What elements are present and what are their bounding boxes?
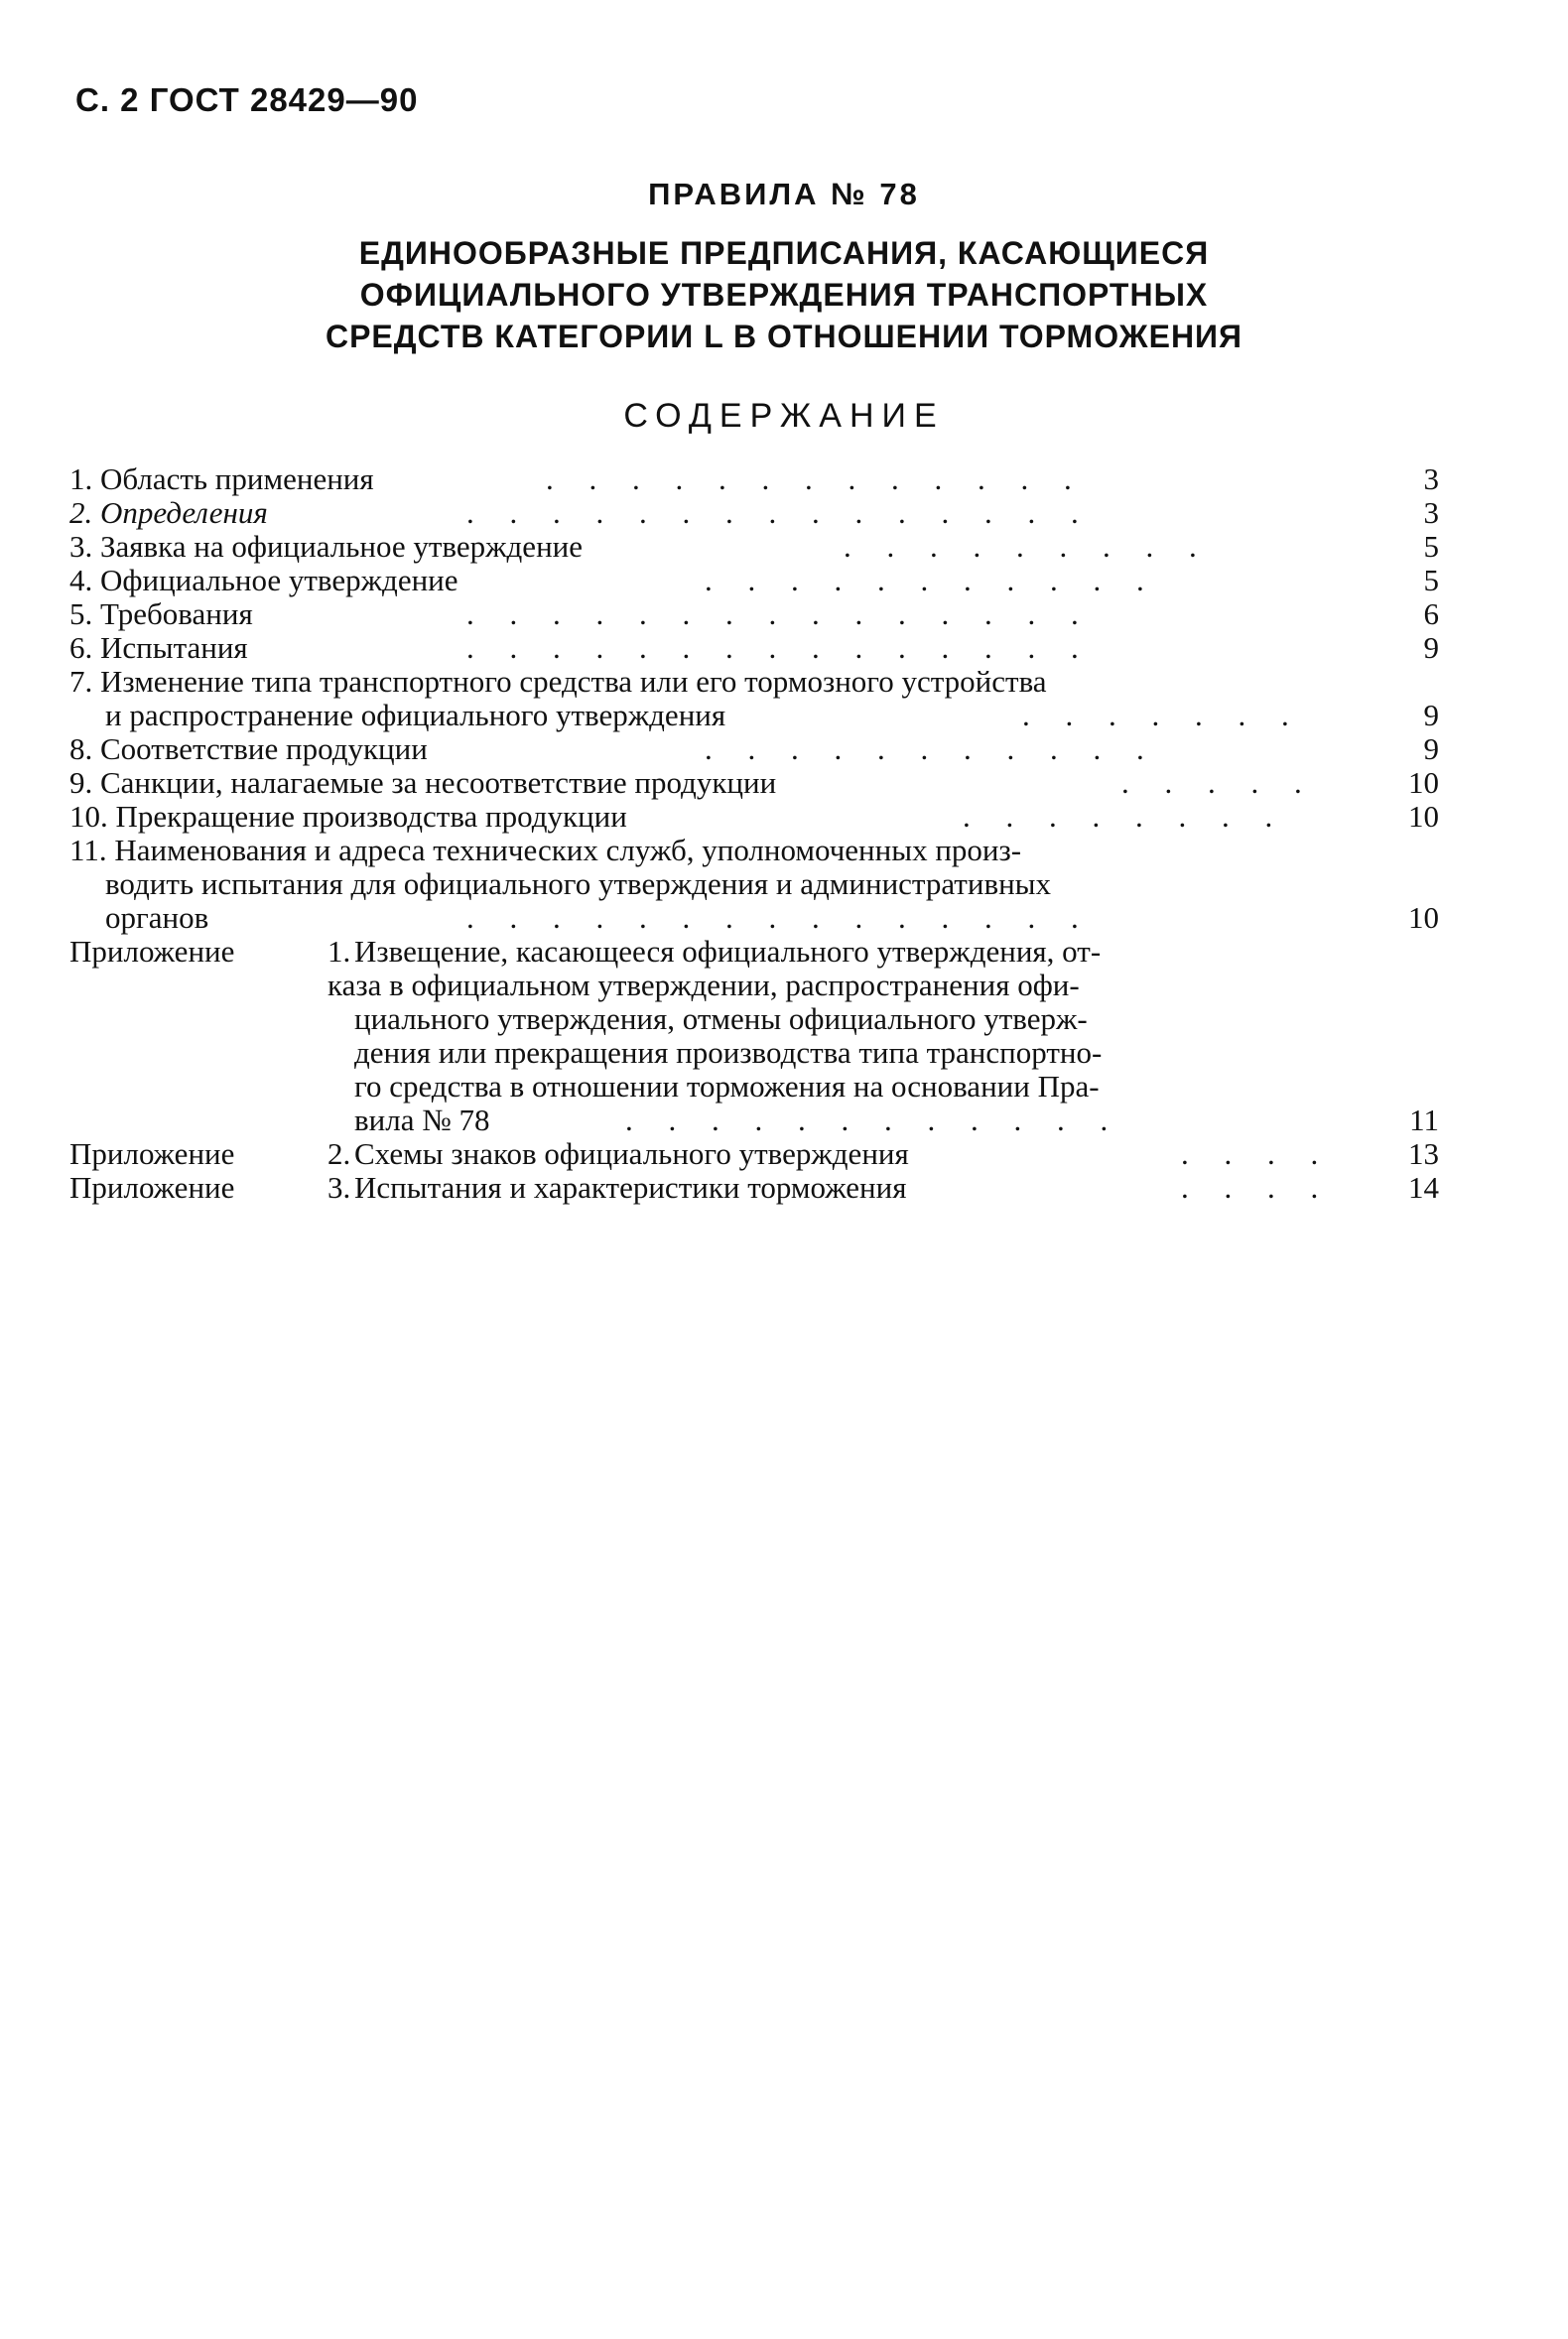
annex-title-line: Схемы знаков официального утверждения (354, 1136, 909, 1171)
dot-leader: . . . . . . . . (963, 799, 1287, 834)
contents-heading: СОДЕРЖАНИЕ (623, 397, 945, 435)
toc-entry-continuation (69, 867, 1409, 901)
annex-number: 1. (327, 934, 351, 969)
toc-annex-continuation (69, 1103, 1439, 1137)
dot-leader: . . . . . . . . . . . . (625, 1103, 1122, 1137)
toc-entry (69, 563, 1439, 597)
toc-entry-text: 11. Наименования и адреса технических служб, уполномоченных произ- (69, 833, 1022, 867)
toc-page-number: 9 (1423, 630, 1439, 665)
toc-entry-text: 3. Заявка на официальное утверждение (69, 529, 584, 564)
toc-entry-text: 7. Изменение типа транспортного средства или его тормозного устройства (69, 664, 1047, 699)
toc-entry (69, 630, 1439, 665)
toc-annex-continuation (69, 969, 1409, 1002)
annex-number: 3. (327, 1170, 351, 1205)
toc-entry-text: водить испытания для официального утверждения и административных (105, 866, 1051, 901)
dot-leader: . . . . . . . . . (844, 529, 1211, 564)
annex-label: Приложение (69, 1170, 235, 1205)
toc-entry-text: 4. Официальное утверждение (69, 563, 458, 597)
document-subtitle (0, 232, 1568, 357)
annex-title-line: каза в официальном утверждении, распространения офи- (327, 968, 1080, 1002)
dot-leader: . . . . . . . . . . . . . . . (466, 900, 1093, 935)
toc-page-number: 5 (1423, 563, 1439, 597)
toc-entry-text: 5. Требования (69, 596, 253, 631)
dot-leader: . . . . . . . (1022, 698, 1303, 732)
annex-label: Приложение (69, 1136, 235, 1171)
toc-entry-text: 8. Соответствие продукции (69, 731, 428, 766)
table-of-contents (69, 461, 1439, 1205)
toc-page-number: 10 (1408, 765, 1439, 800)
toc-page-number: 3 (1423, 495, 1439, 530)
subtitle-line: СРЕДСТВ КАТЕГОРИИ L В ОТНОШЕНИИ ТОРМОЖЕНИЯ (325, 319, 1243, 354)
toc-page-number: 9 (1423, 731, 1439, 766)
toc-entry-text: 2. Определения (69, 495, 268, 530)
toc-entry-text: 1. Область применения (69, 461, 374, 496)
toc-entry-text: 9. Санкции, налагаемые за несоответствие продукции (69, 765, 777, 800)
toc-annex (69, 1170, 1439, 1205)
toc-entry-text: и распространение официального утверждения (105, 698, 726, 732)
toc-annex (69, 1136, 1439, 1171)
annex-number: 2. (327, 1136, 351, 1171)
toc-page-number: 10 (1408, 900, 1439, 935)
toc-page-number: 14 (1408, 1170, 1439, 1205)
dot-leader: . . . . . . . . . . . . . (546, 461, 1086, 496)
toc-annex-continuation (69, 1002, 1409, 1036)
toc-entry-text: 10. Прекращение производства продукции (69, 799, 627, 834)
toc-annex-continuation (69, 1070, 1409, 1104)
toc-entry (69, 596, 1439, 631)
toc-page-number: 11 (1409, 1103, 1439, 1137)
annex-title-line: циального утверждения, отмены официального утверж- (354, 1001, 1088, 1036)
annex-title-line: вила № 78 (354, 1103, 490, 1137)
toc-entry-continuation (69, 698, 1439, 732)
annex-title-line: Извещение, касающееся официального утверждения, от- (354, 934, 1102, 969)
toc-page-number: 5 (1423, 529, 1439, 564)
dot-leader: . . . . . . . . . . . . . . . (466, 596, 1093, 631)
toc-entry (69, 765, 1439, 800)
toc-entry (69, 461, 1439, 496)
toc-entry-continuation (69, 900, 1439, 935)
toc-annex-continuation (69, 1036, 1409, 1070)
annex-title-line: Испытания и характеристики торможения (354, 1170, 907, 1205)
running-head: С. 2 ГОСТ 28429—90 (75, 81, 419, 118)
dot-leader: . . . . . . . . . . . . . . . (466, 630, 1093, 665)
toc-entry (69, 731, 1439, 766)
toc-entry-text: органов (105, 900, 209, 935)
toc-entry-text: 6. Испытания (69, 630, 248, 665)
toc-page-number: 13 (1408, 1136, 1439, 1171)
toc-entry (69, 529, 1439, 564)
toc-entry (69, 665, 1409, 699)
rules-title: ПРАВИЛА № 78 (648, 177, 920, 211)
toc-entry (69, 834, 1409, 867)
annex-title-line: дения или прекращения производства типа транспортно- (354, 1035, 1103, 1070)
toc-page-number: 10 (1408, 799, 1439, 834)
toc-annex (69, 935, 1409, 969)
dot-leader: . . . . (1181, 1136, 1333, 1171)
subtitle-line: ЕДИНООБРАЗНЫЕ ПРЕДПИСАНИЯ, КАСАЮЩИЕСЯ (358, 235, 1210, 271)
dot-leader: . . . . . (1121, 765, 1316, 800)
toc-entry (69, 799, 1439, 834)
annex-label: Приложение (69, 934, 235, 969)
toc-page-number: 6 (1423, 596, 1439, 631)
toc-page-number: 9 (1423, 698, 1439, 732)
dot-leader: . . . . (1181, 1170, 1333, 1205)
dot-leader: . . . . . . . . . . . . . . . (466, 495, 1093, 530)
toc-page-number: 3 (1423, 461, 1439, 496)
dot-leader: . . . . . . . . . . . (705, 563, 1158, 597)
subtitle-line: ОФИЦИАЛЬНОГО УТВЕРЖДЕНИЯ ТРАНСПОРТНЫХ (359, 277, 1209, 313)
dot-leader: . . . . . . . . . . . (705, 731, 1158, 766)
annex-title-line: го средства в отношении торможения на основании Пра- (354, 1069, 1100, 1104)
toc-entry (69, 495, 1439, 530)
